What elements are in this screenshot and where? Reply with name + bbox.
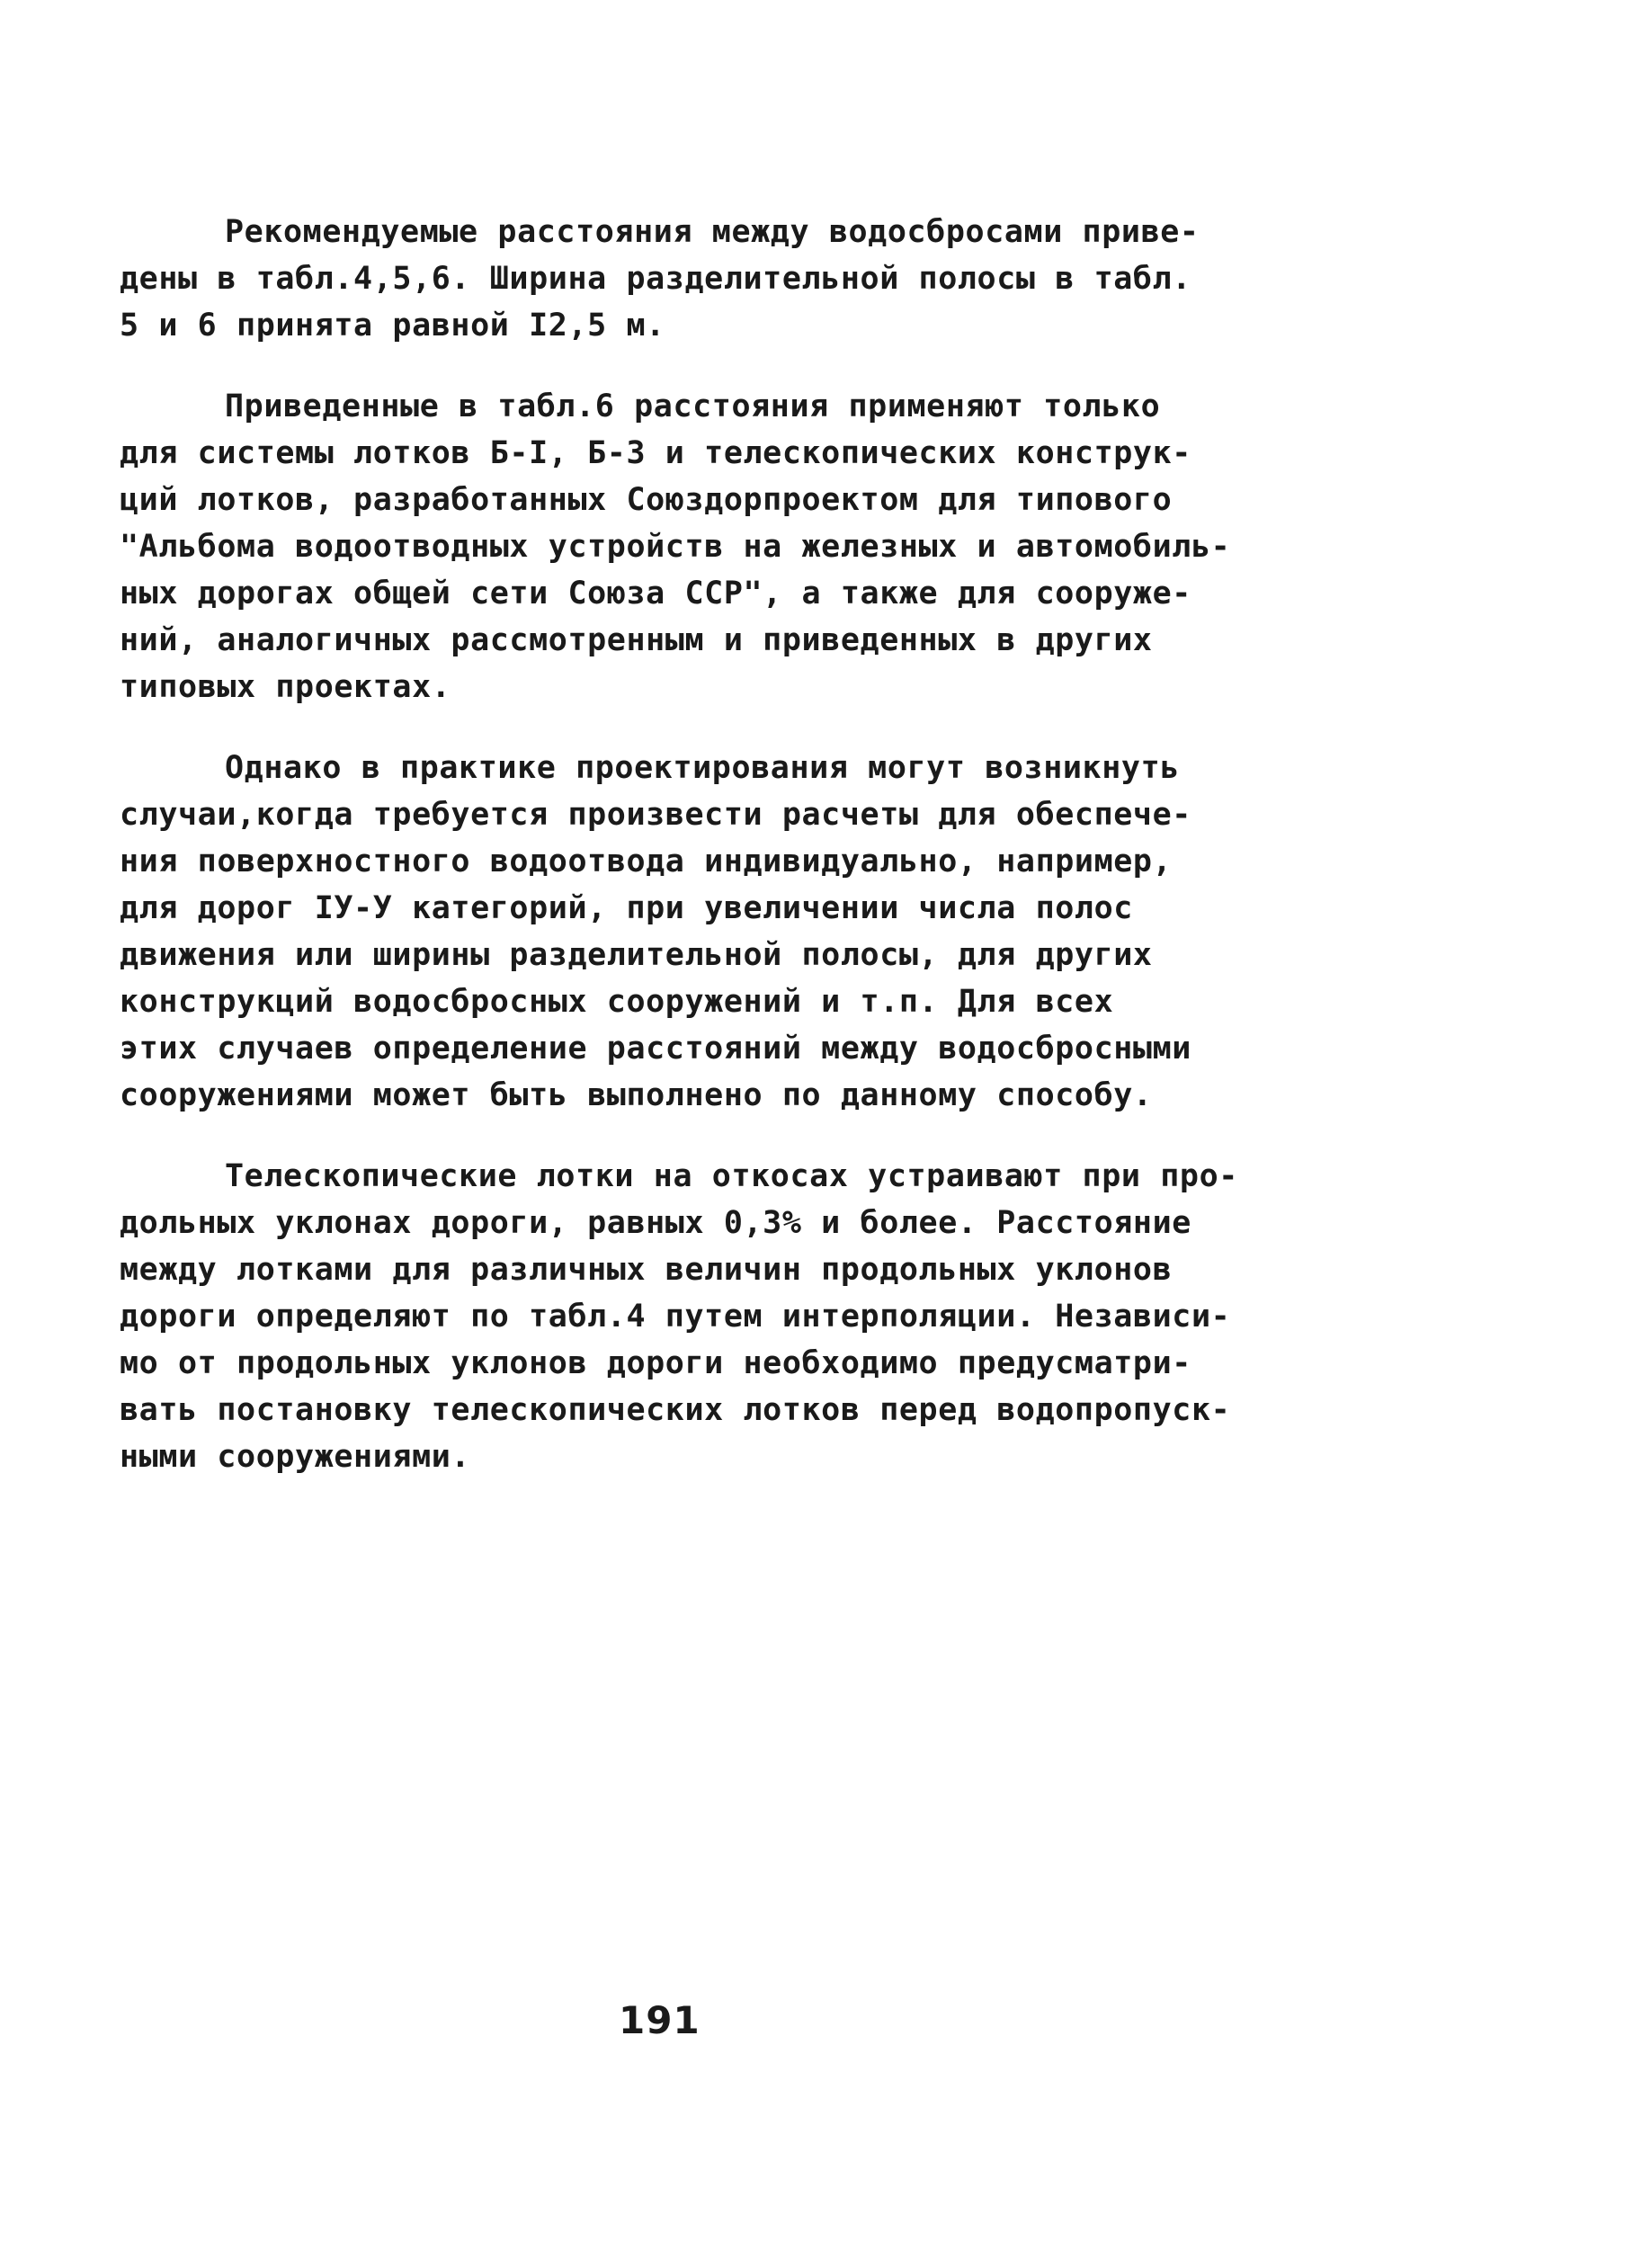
- body-text: [120, 209, 1238, 1514]
- text-line: сооружениями может быть выполнено по данному способу.: [120, 1077, 1153, 1113]
- text-line: для системы лотков Б-I, Б-3 и телескопических конструк-: [120, 435, 1191, 471]
- text-line: Однако в практике проектирования могут возникнуть: [225, 750, 1180, 786]
- paragraph-spacing-recommendation: [120, 209, 1217, 349]
- text-line: для дорог IУ-У категорий, при увеличении числа полос: [120, 890, 1133, 926]
- text-line: Телескопические лотки на откосах устраивают при про-: [225, 1158, 1238, 1194]
- text-line: дольных уклонах дороги, равных 0,3% и более. Расстояние: [120, 1205, 1191, 1241]
- text-line: 5 и 6 принята равной I2,5 м.: [120, 308, 665, 344]
- text-line: мо от продольных уклонов дороги необходимо предусматри-: [120, 1345, 1191, 1381]
- text-line: ций лотков, разработанных Союздорпроектом для типового: [120, 482, 1173, 518]
- page-number: 191: [619, 1998, 701, 2042]
- text-line: Рекомендуемые расстояния между водосбросами приве-: [225, 214, 1200, 250]
- paragraph-telescopic-trays: [120, 1153, 1238, 1480]
- text-line: случаи,когда требуется произвести расчеты для обеспече-: [120, 797, 1191, 833]
- text-line: Приведенные в табл.6 расстояния применяют только: [225, 388, 1161, 424]
- text-line: ния поверхностного водоотвода индивидуально, например,: [120, 844, 1173, 880]
- text-line: конструкций водосбросных сооружений и т.п. Для всех: [120, 984, 1114, 1020]
- text-line: ными сооружениями.: [120, 1439, 471, 1475]
- text-line: между лотками для различных величин продольных уклонов: [120, 1252, 1173, 1288]
- text-line: ных дорогах общей сети Союза ССР", а также для сооруже-: [120, 576, 1191, 612]
- text-line: "Альбома водоотводных устройств на железных и автомобиль-: [120, 529, 1231, 565]
- text-line: дороги определяют по табл.4 путем интерполяции. Независи-: [120, 1299, 1231, 1335]
- paragraph-individual-calculation: [120, 745, 1217, 1119]
- text-line: вать постановку телескопических лотков перед водопропуск-: [120, 1392, 1231, 1428]
- paragraph-table6-applicability: [120, 383, 1231, 710]
- text-line: движения или ширины разделительной полосы, для других: [120, 937, 1153, 973]
- text-line: ний, аналогичных рассмотренным и приведенных в других: [120, 622, 1153, 658]
- text-line: этих случаев определение расстояний между водосбросными: [120, 1031, 1191, 1067]
- text-line: типовых проектах.: [120, 669, 451, 705]
- text-line: дены в табл.4,5,6. Ширина разделительной полосы в табл.: [120, 261, 1191, 297]
